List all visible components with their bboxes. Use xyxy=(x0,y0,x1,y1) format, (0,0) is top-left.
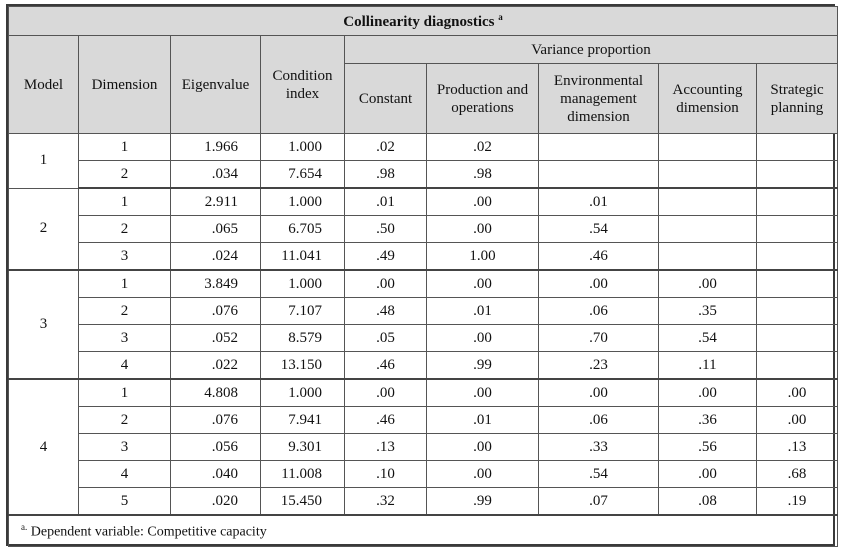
environmental-cell xyxy=(539,161,659,189)
header-condition-index: Condition index xyxy=(261,36,345,134)
production-cell: .01 xyxy=(427,407,539,434)
model-cell: 4 xyxy=(9,379,79,515)
environmental-cell: .00 xyxy=(539,270,659,298)
eigenvalue-cell: .065 xyxy=(171,216,261,243)
dimension-cell: 3 xyxy=(79,434,171,461)
accounting-cell: .00 xyxy=(659,379,757,407)
model-cell: 3 xyxy=(9,270,79,379)
header-eigenvalue: Eigenvalue xyxy=(171,36,261,134)
model-cell: 1 xyxy=(9,134,79,189)
title-row xyxy=(9,7,838,36)
production-cell: .00 xyxy=(427,270,539,298)
condition-index-cell: 9.301 xyxy=(261,434,345,461)
strategic-cell xyxy=(757,243,838,271)
accounting-cell: .08 xyxy=(659,488,757,516)
header-strategic: Strategic planning xyxy=(757,64,838,134)
environmental-cell: .23 xyxy=(539,352,659,380)
dimension-cell: 2 xyxy=(79,298,171,325)
condition-index-cell: 1.000 xyxy=(261,270,345,298)
table-row xyxy=(9,352,838,380)
condition-index-cell: 8.579 xyxy=(261,325,345,352)
environmental-cell: .46 xyxy=(539,243,659,271)
constant-cell: .01 xyxy=(345,188,427,216)
table-title-text: Collinearity diagnostics xyxy=(343,13,495,30)
header-variance-proportion: Variance proportion xyxy=(345,36,838,64)
dimension-cell: 1 xyxy=(79,188,171,216)
table-title xyxy=(9,7,838,36)
strategic-cell: .68 xyxy=(757,461,838,488)
table-row xyxy=(9,461,838,488)
constant-cell: .50 xyxy=(345,216,427,243)
environmental-cell: .54 xyxy=(539,216,659,243)
dimension-cell: 3 xyxy=(79,325,171,352)
condition-index-cell: 7.941 xyxy=(261,407,345,434)
strategic-cell xyxy=(757,298,838,325)
production-cell: .00 xyxy=(427,461,539,488)
table-row xyxy=(9,488,838,516)
table-row xyxy=(9,325,838,352)
production-cell: .00 xyxy=(427,216,539,243)
accounting-cell: .35 xyxy=(659,298,757,325)
eigenvalue-cell: .056 xyxy=(171,434,261,461)
dimension-cell: 2 xyxy=(79,216,171,243)
strategic-cell: .19 xyxy=(757,488,838,516)
environmental-cell: .06 xyxy=(539,298,659,325)
condition-index-cell: 7.107 xyxy=(261,298,345,325)
production-cell: .01 xyxy=(427,298,539,325)
table-row xyxy=(9,161,838,189)
environmental-cell xyxy=(539,134,659,161)
footnote-marker: a. xyxy=(21,521,28,532)
condition-index-cell: 15.450 xyxy=(261,488,345,516)
accounting-cell xyxy=(659,188,757,216)
constant-cell: .05 xyxy=(345,325,427,352)
condition-index-cell: 11.008 xyxy=(261,461,345,488)
condition-index-cell: 6.705 xyxy=(261,216,345,243)
table-row xyxy=(9,216,838,243)
constant-cell: .00 xyxy=(345,270,427,298)
eigenvalue-cell: 4.808 xyxy=(171,379,261,407)
table-row xyxy=(9,134,838,161)
accounting-cell: .56 xyxy=(659,434,757,461)
production-cell: .00 xyxy=(427,434,539,461)
strategic-cell xyxy=(757,325,838,352)
eigenvalue-cell: .076 xyxy=(171,407,261,434)
constant-cell: .49 xyxy=(345,243,427,271)
accounting-cell: .11 xyxy=(659,352,757,380)
collinearity-table-frame xyxy=(6,4,835,546)
constant-cell: .13 xyxy=(345,434,427,461)
table-row xyxy=(9,434,838,461)
accounting-cell xyxy=(659,243,757,271)
accounting-cell: .54 xyxy=(659,325,757,352)
production-cell: .99 xyxy=(427,352,539,380)
footnote-text: Dependent variable: Competitive capacity xyxy=(30,524,267,540)
strategic-cell: .00 xyxy=(757,407,838,434)
constant-cell: .32 xyxy=(345,488,427,516)
dimension-cell: 1 xyxy=(79,379,171,407)
table-title-superscript: a xyxy=(498,11,503,22)
strategic-cell xyxy=(757,216,838,243)
production-cell: .99 xyxy=(427,488,539,516)
eigenvalue-cell: 1.966 xyxy=(171,134,261,161)
dimension-cell: 1 xyxy=(79,270,171,298)
table-row xyxy=(9,270,838,298)
production-cell: .98 xyxy=(427,161,539,189)
table-row xyxy=(9,298,838,325)
eigenvalue-cell: .076 xyxy=(171,298,261,325)
environmental-cell: .07 xyxy=(539,488,659,516)
constant-cell: .02 xyxy=(345,134,427,161)
eigenvalue-cell: 3.849 xyxy=(171,270,261,298)
environmental-cell: .70 xyxy=(539,325,659,352)
footnote xyxy=(9,515,838,547)
eigenvalue-cell: .034 xyxy=(171,161,261,189)
header-row-top xyxy=(9,36,838,64)
dimension-cell: 4 xyxy=(79,352,171,380)
header-accounting: Accounting dimension xyxy=(659,64,757,134)
environmental-cell: .33 xyxy=(539,434,659,461)
condition-index-cell: 11.041 xyxy=(261,243,345,271)
eigenvalue-cell: 2.911 xyxy=(171,188,261,216)
production-cell: .02 xyxy=(427,134,539,161)
production-cell: .00 xyxy=(427,379,539,407)
strategic-cell xyxy=(757,270,838,298)
constant-cell: .46 xyxy=(345,407,427,434)
dimension-cell: 2 xyxy=(79,161,171,189)
header-dimension: Dimension xyxy=(79,36,171,134)
environmental-cell: .54 xyxy=(539,461,659,488)
accounting-cell xyxy=(659,216,757,243)
environmental-cell: .00 xyxy=(539,379,659,407)
production-cell: .00 xyxy=(427,188,539,216)
header-environmental: Environmental management dimension xyxy=(539,64,659,134)
strategic-cell xyxy=(757,134,838,161)
condition-index-cell: 7.654 xyxy=(261,161,345,189)
condition-index-cell: 1.000 xyxy=(261,379,345,407)
eigenvalue-cell: .020 xyxy=(171,488,261,516)
condition-index-cell: 1.000 xyxy=(261,134,345,161)
constant-cell: .00 xyxy=(345,379,427,407)
header-production: Production and operations xyxy=(427,64,539,134)
table-row xyxy=(9,407,838,434)
production-cell: 1.00 xyxy=(427,243,539,271)
table-row xyxy=(9,379,838,407)
accounting-cell: .36 xyxy=(659,407,757,434)
production-cell: .00 xyxy=(427,325,539,352)
constant-cell: .98 xyxy=(345,161,427,189)
accounting-cell xyxy=(659,161,757,189)
accounting-cell: .00 xyxy=(659,461,757,488)
eigenvalue-cell: .024 xyxy=(171,243,261,271)
eigenvalue-cell: .052 xyxy=(171,325,261,352)
constant-cell: .10 xyxy=(345,461,427,488)
environmental-cell: .01 xyxy=(539,188,659,216)
environmental-cell: .06 xyxy=(539,407,659,434)
constant-cell: .48 xyxy=(345,298,427,325)
strategic-cell xyxy=(757,161,838,189)
condition-index-cell: 1.000 xyxy=(261,188,345,216)
dimension-cell: 2 xyxy=(79,407,171,434)
strategic-cell: .00 xyxy=(757,379,838,407)
model-cell: 2 xyxy=(9,188,79,270)
eigenvalue-cell: .022 xyxy=(171,352,261,380)
collinearity-table xyxy=(8,6,838,547)
dimension-cell: 4 xyxy=(79,461,171,488)
table-body xyxy=(9,134,838,516)
strategic-cell xyxy=(757,352,838,380)
strategic-cell: .13 xyxy=(757,434,838,461)
header-constant: Constant xyxy=(345,64,427,134)
footnote-row xyxy=(9,515,838,547)
table-row xyxy=(9,188,838,216)
constant-cell: .46 xyxy=(345,352,427,380)
accounting-cell: .00 xyxy=(659,270,757,298)
dimension-cell: 3 xyxy=(79,243,171,271)
condition-index-cell: 13.150 xyxy=(261,352,345,380)
eigenvalue-cell: .040 xyxy=(171,461,261,488)
dimension-cell: 1 xyxy=(79,134,171,161)
strategic-cell xyxy=(757,188,838,216)
dimension-cell: 5 xyxy=(79,488,171,516)
accounting-cell xyxy=(659,134,757,161)
table-row xyxy=(9,243,838,271)
header-model: Model xyxy=(9,36,79,134)
